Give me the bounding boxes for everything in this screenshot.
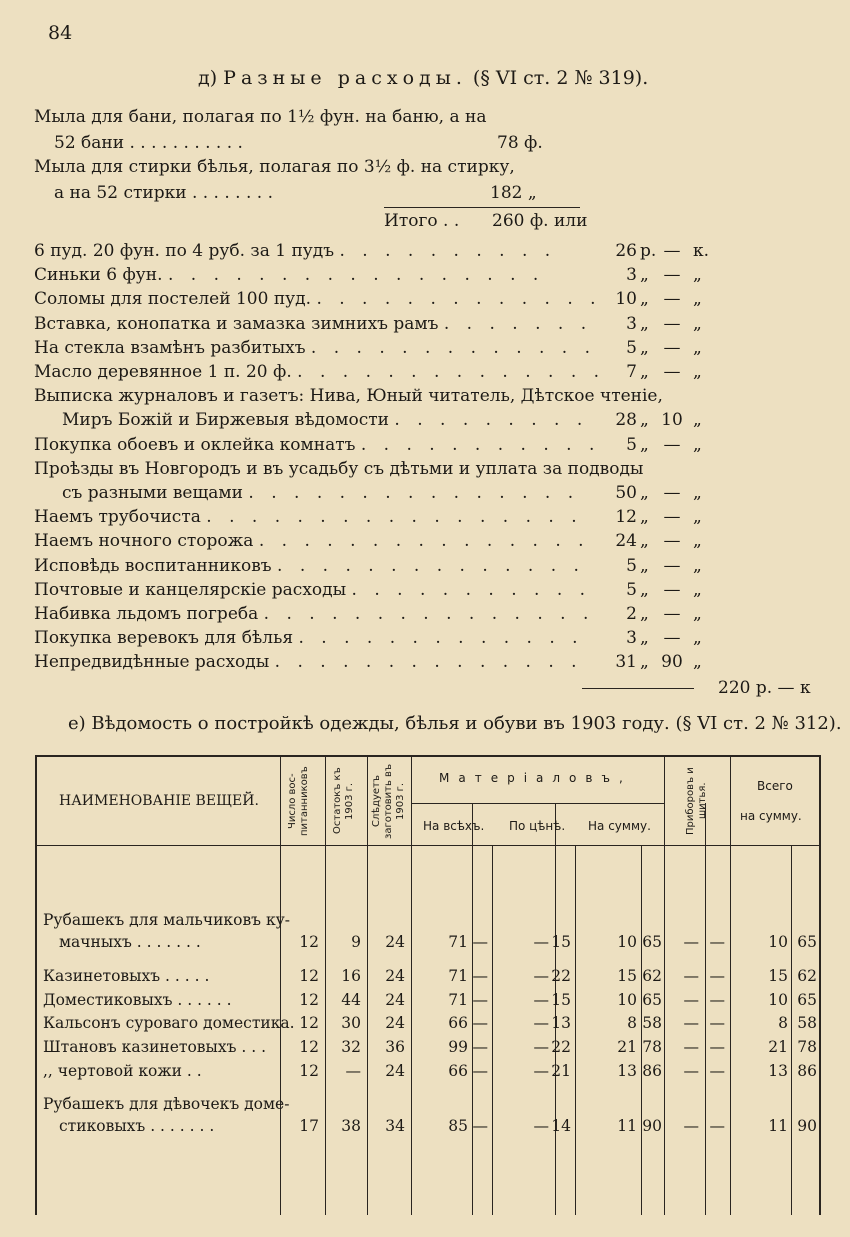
cell-tot-k: 90 [797,1117,817,1135]
item-name: Рубашекъ для мальчиковъ ку- [43,911,291,929]
expense-label [34,507,583,527]
cell-price-r: — [533,933,549,951]
cell-acc-k: — [709,1014,725,1032]
cell-acc-r: — [683,1117,699,1135]
expense-kopeks: — [663,289,681,310]
expense-rubles: 5 [626,337,637,358]
soap-line-4: а на 52 стирки . . . . . . . . [54,183,273,203]
expense-label [34,628,584,648]
expense-label [62,483,579,503]
expense-kop-unit: „ [693,289,702,310]
cell-acc-r: — [683,991,699,1009]
col-line [791,845,792,1215]
expense-row [0,265,850,289]
expense-label-text: Наемъ трубочиста [34,507,201,528]
materials-sub-rule [411,803,664,804]
expense-kop-unit: „ [693,604,702,624]
header-total: Всего [757,779,793,793]
expense-kopeks: — [663,265,681,286]
expense-label-text: На стекла взамѣнъ разбитыхъ [34,337,306,358]
header-accessories: Приборовъ и шитья. [685,767,708,835]
cell-acc-r: — [683,1038,699,1056]
expense-dots: . . . . . . . . . [394,410,589,431]
expense-dots: . . . . . . . . . . . . . . . . . [206,507,583,528]
expense-rub-unit: „ [640,265,649,286]
cell-acc-k: — [709,991,725,1009]
col-line [411,755,412,1215]
cell-price-r: — [533,991,549,1009]
expense-kop-unit: „ [693,652,702,673]
col-line [730,755,731,1215]
cell-rem: 30 [341,1014,361,1032]
expense-kop-unit: „ [693,265,702,286]
expense-kopeks: — [663,531,681,552]
cell-count: 12 [299,991,319,1009]
expense-kopeks: — [663,483,681,503]
header-name: НАИМЕНОВАНІЕ ВЕЩЕЙ. [59,793,259,809]
cell-all-k: — [472,933,488,951]
cell-rem: 38 [341,1117,361,1135]
expense-rubles: 3 [626,265,637,286]
expense-rub-unit: „ [640,652,649,673]
header-remainder: Остатокъ къ 1903 г. [332,767,355,835]
expense-label [62,410,588,430]
expense-kop-unit: „ [693,555,702,576]
cell-sum-k: 65 [642,933,662,951]
cell-sum-r: 10 [617,933,637,951]
item-name: ,, чертовой кожи . . [43,1062,202,1080]
expense-dots: . . . . . . . . . . . . . . [297,362,606,382]
cell-all: 85 [448,1117,468,1135]
cell-price-k: 22 [551,967,571,985]
soap-line-3: Мыла для стирки бѣлья, полагая по 3½ ф. на стирку, [34,157,515,177]
expense-rub-unit: „ [640,507,649,528]
cell-tot-k: 65 [797,991,817,1009]
cell-count: 12 [299,967,319,985]
expense-kop-unit: „ [693,313,702,334]
cell-price-r: — [533,1038,549,1056]
expenses-total-rule [582,688,694,689]
cell-tot-k: 86 [797,1062,817,1080]
expense-dots: . . . . . . . . . . . [351,579,592,600]
expense-kop-unit: „ [693,628,702,649]
cell-all-k: — [472,991,488,1009]
expense-rub-unit: р. [640,241,657,261]
cell-sum-k: 62 [642,967,662,985]
cell-sum-r: 15 [617,967,637,985]
table-right-border [819,755,821,1215]
expense-label [34,556,585,576]
section-e-ref: (§ VI ст. 2 № 312). [675,713,842,734]
expense-label [34,265,544,285]
cell-tot-r: 11 [768,1117,788,1135]
expense-row [0,604,850,628]
cell-all-k: — [472,1117,488,1135]
expense-label [34,338,596,358]
cell-tot-r: 8 [778,1014,788,1032]
expense-rubles: 7 [626,362,637,382]
cell-price-r: — [533,967,549,985]
cell-tot-r: 13 [768,1062,788,1080]
expense-rub-unit: „ [640,579,649,600]
cell-tot-r: 21 [768,1038,788,1056]
expense-label-text: Синьки 6 фун. [34,265,163,286]
expense-rub-unit: „ [640,531,649,552]
cell-count: 17 [299,1117,319,1135]
cell-make: 36 [385,1038,405,1056]
expense-dots: . . . . . . . . . . [339,241,557,261]
cell-acc-r: — [683,1014,699,1032]
expense-label-text: Почтовые и канцелярскіе расходы [34,579,347,600]
col-line [325,755,326,1215]
expense-label-text: Наемъ ночного сторожа [34,531,254,552]
cell-price-r: — [533,1014,549,1032]
table-top-border [35,755,821,757]
expense-row [0,580,850,604]
expense-rubles: 3 [626,628,637,649]
expense-label-text: Вставка, конопатка и замазка зимнихъ рамъ [34,313,439,334]
header-materials: Матеріаловъ, [439,771,632,785]
item-name: Рубашекъ для дѣвочекъ доме- [43,1095,290,1113]
expense-row [0,338,850,362]
cell-sum-k: 65 [642,991,662,1009]
expense-label-text: Проѣзды въ Новгородъ и въ усадьбу съ дѣтьми и уплата за подводы [34,458,644,479]
expense-dots: . . . . . . . . . . . . . . . [248,483,580,503]
expense-rubles: 5 [626,579,637,600]
expense-kopeks: — [663,604,681,624]
item-name-cont: мачныхъ . . . . . . . [59,933,201,951]
expense-label-text: Масло деревянное 1 п. 20 ф. [34,362,292,382]
section-e-title: е) Вѣдомость о постройкѣ одежды, бѣлья и обуви въ 1903 году. [68,713,670,734]
page-number: 84 [48,22,73,44]
cell-make: 24 [385,1014,405,1032]
cell-sum-k: 78 [642,1038,662,1056]
expense-label [34,459,643,479]
item-name-cont: стиковыхъ . . . . . . . [59,1117,215,1135]
expense-dots: . . . . . . . . . . . [360,434,601,455]
cell-all: 99 [448,1038,468,1056]
expense-label-text: Миръ Божій и Биржевыя вѣдомости [62,410,389,431]
expense-rub-unit: „ [640,289,649,310]
expense-rub-unit: „ [640,313,649,334]
expense-kopeks: — [663,241,681,261]
expense-label [34,289,602,309]
expense-label-text: Соломы для постелей 100 пуд. [34,289,312,310]
cell-price-r: — [533,1117,549,1135]
cell-all: 71 [448,967,468,985]
expense-dots: . . . . . . . . . . . . . . . . . [167,265,545,286]
expense-row [0,459,850,483]
expense-dots: . . . . . . . . . . . . . [298,628,584,649]
cell-all-k: — [472,1038,488,1056]
expense-rub-unit: „ [640,483,649,503]
cell-price-k: 21 [551,1062,571,1080]
expense-rub-unit: „ [640,434,649,455]
expense-label [34,531,590,551]
cell-all: 66 [448,1014,468,1032]
expense-kop-unit: „ [693,579,702,600]
expense-kopeks: 10 [661,410,683,431]
item-name: Штановъ казинетовыхъ . . . [43,1038,267,1056]
expense-label-text: Набивка льдомъ погреба [34,604,259,624]
expense-rubles: 5 [626,555,637,576]
cell-sum-r: 8 [627,1014,637,1032]
expense-row [0,531,850,555]
cell-all-k: — [472,1014,488,1032]
soap-line-1: Мыла для бани, полагая по 1½ фун. на баню, а на [34,107,487,127]
cell-acc-r: — [683,1062,699,1080]
expense-row [0,386,850,410]
cell-count: 12 [299,1014,319,1032]
expense-rub-unit: „ [640,555,649,576]
expense-dots: . . . . . . . . . . . . . . . [263,604,595,624]
expense-rubles: 50 [615,483,637,503]
cell-make: 24 [385,933,405,951]
header-mat-all: На всѣхъ. [423,819,485,833]
soap-total-qty: 260 ф. или [492,211,588,231]
expense-label-text: Выписка журналовъ и газетъ: Нива, Юный читатель, Дѣтское чтеніе, [34,386,663,407]
cell-acc-r: — [683,967,699,985]
expense-row [0,289,850,313]
expense-dots: . . . . . . . [443,313,593,334]
cell-price-k: 22 [551,1038,571,1056]
expense-rub-unit: „ [640,410,649,431]
cell-tot-k: 78 [797,1038,817,1056]
expense-rubles: 26 [615,241,637,261]
cell-price-k: 14 [551,1117,571,1135]
expense-kop-unit: к. [693,241,710,261]
cell-make: 24 [385,1062,405,1080]
expense-kopeks: — [663,434,681,455]
cell-count: 12 [299,1062,319,1080]
cell-price-k: 13 [551,1014,571,1032]
cell-rem: 9 [351,933,361,951]
header-count: Число вос- питанниковъ [287,766,310,836]
cell-acc-k: — [709,967,725,985]
section-d-letter: д) [198,67,218,89]
soap-qty-1: 78 ф. [497,133,543,153]
cell-make: 24 [385,967,405,985]
expense-label [34,362,605,382]
cell-acc-k: — [709,933,725,951]
header-mat-sum: На сумму. [588,819,651,833]
expense-kop-unit: „ [693,362,702,382]
expense-row [0,314,850,338]
expense-label [34,580,591,600]
cell-acc-k: — [709,1062,725,1080]
expense-kop-unit: „ [693,410,702,431]
expense-kop-unit: „ [693,483,702,503]
expense-kop-unit: „ [693,434,702,455]
header-mat-price: По цѣнѣ. [509,819,566,833]
expense-label-text: Исповѣдь воспитанниковъ [34,555,272,576]
expense-label-text: съ разными вещами [62,483,243,503]
expense-kopeks: — [663,313,681,334]
clothing-table [35,755,821,1215]
cell-tot-r: 15 [768,967,788,985]
soap-qty-2: 182 „ [490,183,537,203]
expense-row [0,652,850,676]
cell-acc-r: — [683,933,699,951]
cell-price-k: 15 [551,933,571,951]
expense-label-text: Покупка обоевъ и оклейка комнатъ [34,434,356,455]
cell-price-r: — [533,1062,549,1080]
header-bottom-rule [35,845,821,846]
cell-all: 71 [448,991,468,1009]
expense-row [0,556,850,580]
cell-all: 71 [448,933,468,951]
expense-kopeks: — [663,337,681,358]
expense-rubles: 24 [615,531,637,552]
cell-all-k: — [472,967,488,985]
expense-rubles: 3 [626,313,637,334]
cell-rem: 32 [341,1038,361,1056]
soap-line-2: 52 бани . . . . . . . . . . . [54,133,243,153]
expense-row [0,362,850,386]
cell-tot-k: 65 [797,933,817,951]
cell-all-k: — [472,1062,488,1080]
cell-sum-k: 90 [642,1117,662,1135]
expense-kopeks: — [663,362,681,382]
expense-label [34,386,663,406]
cell-tot-r: 10 [768,933,788,951]
cell-rem: 44 [341,991,361,1009]
cell-count: 12 [299,933,319,951]
cell-rem: — [345,1062,361,1080]
item-name: Казинетовыхъ . . . . . [43,967,210,985]
expense-row [0,241,850,265]
item-name: Кальсонъ суроваго доместика. [43,1014,295,1032]
soap-total-rule [384,207,580,208]
expense-row [0,435,850,459]
cell-sum-k: 58 [642,1014,662,1032]
col-line [367,755,368,1215]
section-d-heading [198,67,648,89]
section-d-title: Разные расходы. [223,67,467,89]
cell-all: 66 [448,1062,468,1080]
table-left-border [35,755,37,1215]
section-e-heading [68,713,842,734]
col-line [492,845,493,1215]
cell-tot-k: 58 [797,1014,817,1032]
soap-total-label: Итого . . [384,211,460,231]
col-line [472,803,473,1215]
expense-label [34,241,556,261]
col-line [705,803,706,1215]
col-line [575,845,576,1215]
expense-label [34,652,583,672]
expense-row [0,410,850,434]
cell-sum-r: 13 [617,1062,637,1080]
cell-acc-k: — [709,1038,725,1056]
expense-kop-unit: „ [693,507,702,528]
cell-rem: 16 [341,967,361,985]
col-line [555,803,556,1215]
expense-kop-unit: „ [693,531,702,552]
cell-acc-k: — [709,1117,725,1135]
expense-label [34,604,594,624]
cell-make: 24 [385,991,405,1009]
expense-kopeks: 90 [661,652,683,673]
expense-row [0,507,850,531]
expense-rubles: 28 [615,410,637,431]
expense-rub-unit: „ [640,337,649,358]
expense-kopeks: — [663,579,681,600]
expense-kopeks: — [663,507,681,528]
expense-kopeks: — [663,555,681,576]
cell-sum-r: 11 [617,1117,637,1135]
expense-label-text: Непредвидѣнные расходы [34,652,270,673]
expense-dots: . . . . . . . . . . . . . . [277,555,585,576]
expense-rubles: 10 [615,289,637,310]
expense-label [34,435,600,455]
cell-sum-r: 10 [617,991,637,1009]
expense-dots: . . . . . . . . . . . . . [316,289,602,310]
expense-dots: . . . . . . . . . . . . . . . [258,531,590,552]
cell-price-k: 15 [551,991,571,1009]
cell-tot-k: 62 [797,967,817,985]
expense-rub-unit: „ [640,604,649,624]
expense-rub-unit: „ [640,628,649,649]
cell-sum-r: 21 [617,1038,637,1056]
col-line [664,755,665,1215]
item-name: Доместиковыхъ . . . . . . [43,991,232,1009]
expense-rubles: 5 [626,434,637,455]
expenses-total: 220 р. — к [718,678,811,698]
col-line [280,755,281,1215]
expense-label-text: Покупка веревокъ для бѣлья [34,628,294,649]
cell-count: 12 [299,1038,319,1056]
section-d-ref: (§ VI ст. 2 № 319). [472,67,649,89]
expense-row [0,628,850,652]
cell-sum-k: 86 [642,1062,662,1080]
expense-rub-unit: „ [640,362,649,382]
expense-kop-unit: „ [693,337,702,358]
expense-rubles: 2 [626,604,637,624]
header-total-sub: на сумму. [740,809,802,823]
expense-kopeks: — [663,628,681,649]
expense-rubles: 31 [615,652,637,673]
expense-dots: . . . . . . . . . . . . . . [274,652,583,673]
expense-label [34,314,592,334]
cell-tot-r: 10 [768,991,788,1009]
header-to-make: Слѣдуетъ заготовить въ 1903 г. [371,763,406,839]
expense-row [0,483,850,507]
cell-make: 34 [385,1117,405,1135]
expense-rubles: 12 [615,507,637,528]
expense-dots: . . . . . . . . . . . . . [310,337,597,358]
expense-label-text: 6 пуд. 20 фун. по 4 руб. за 1 пудъ [34,241,335,261]
